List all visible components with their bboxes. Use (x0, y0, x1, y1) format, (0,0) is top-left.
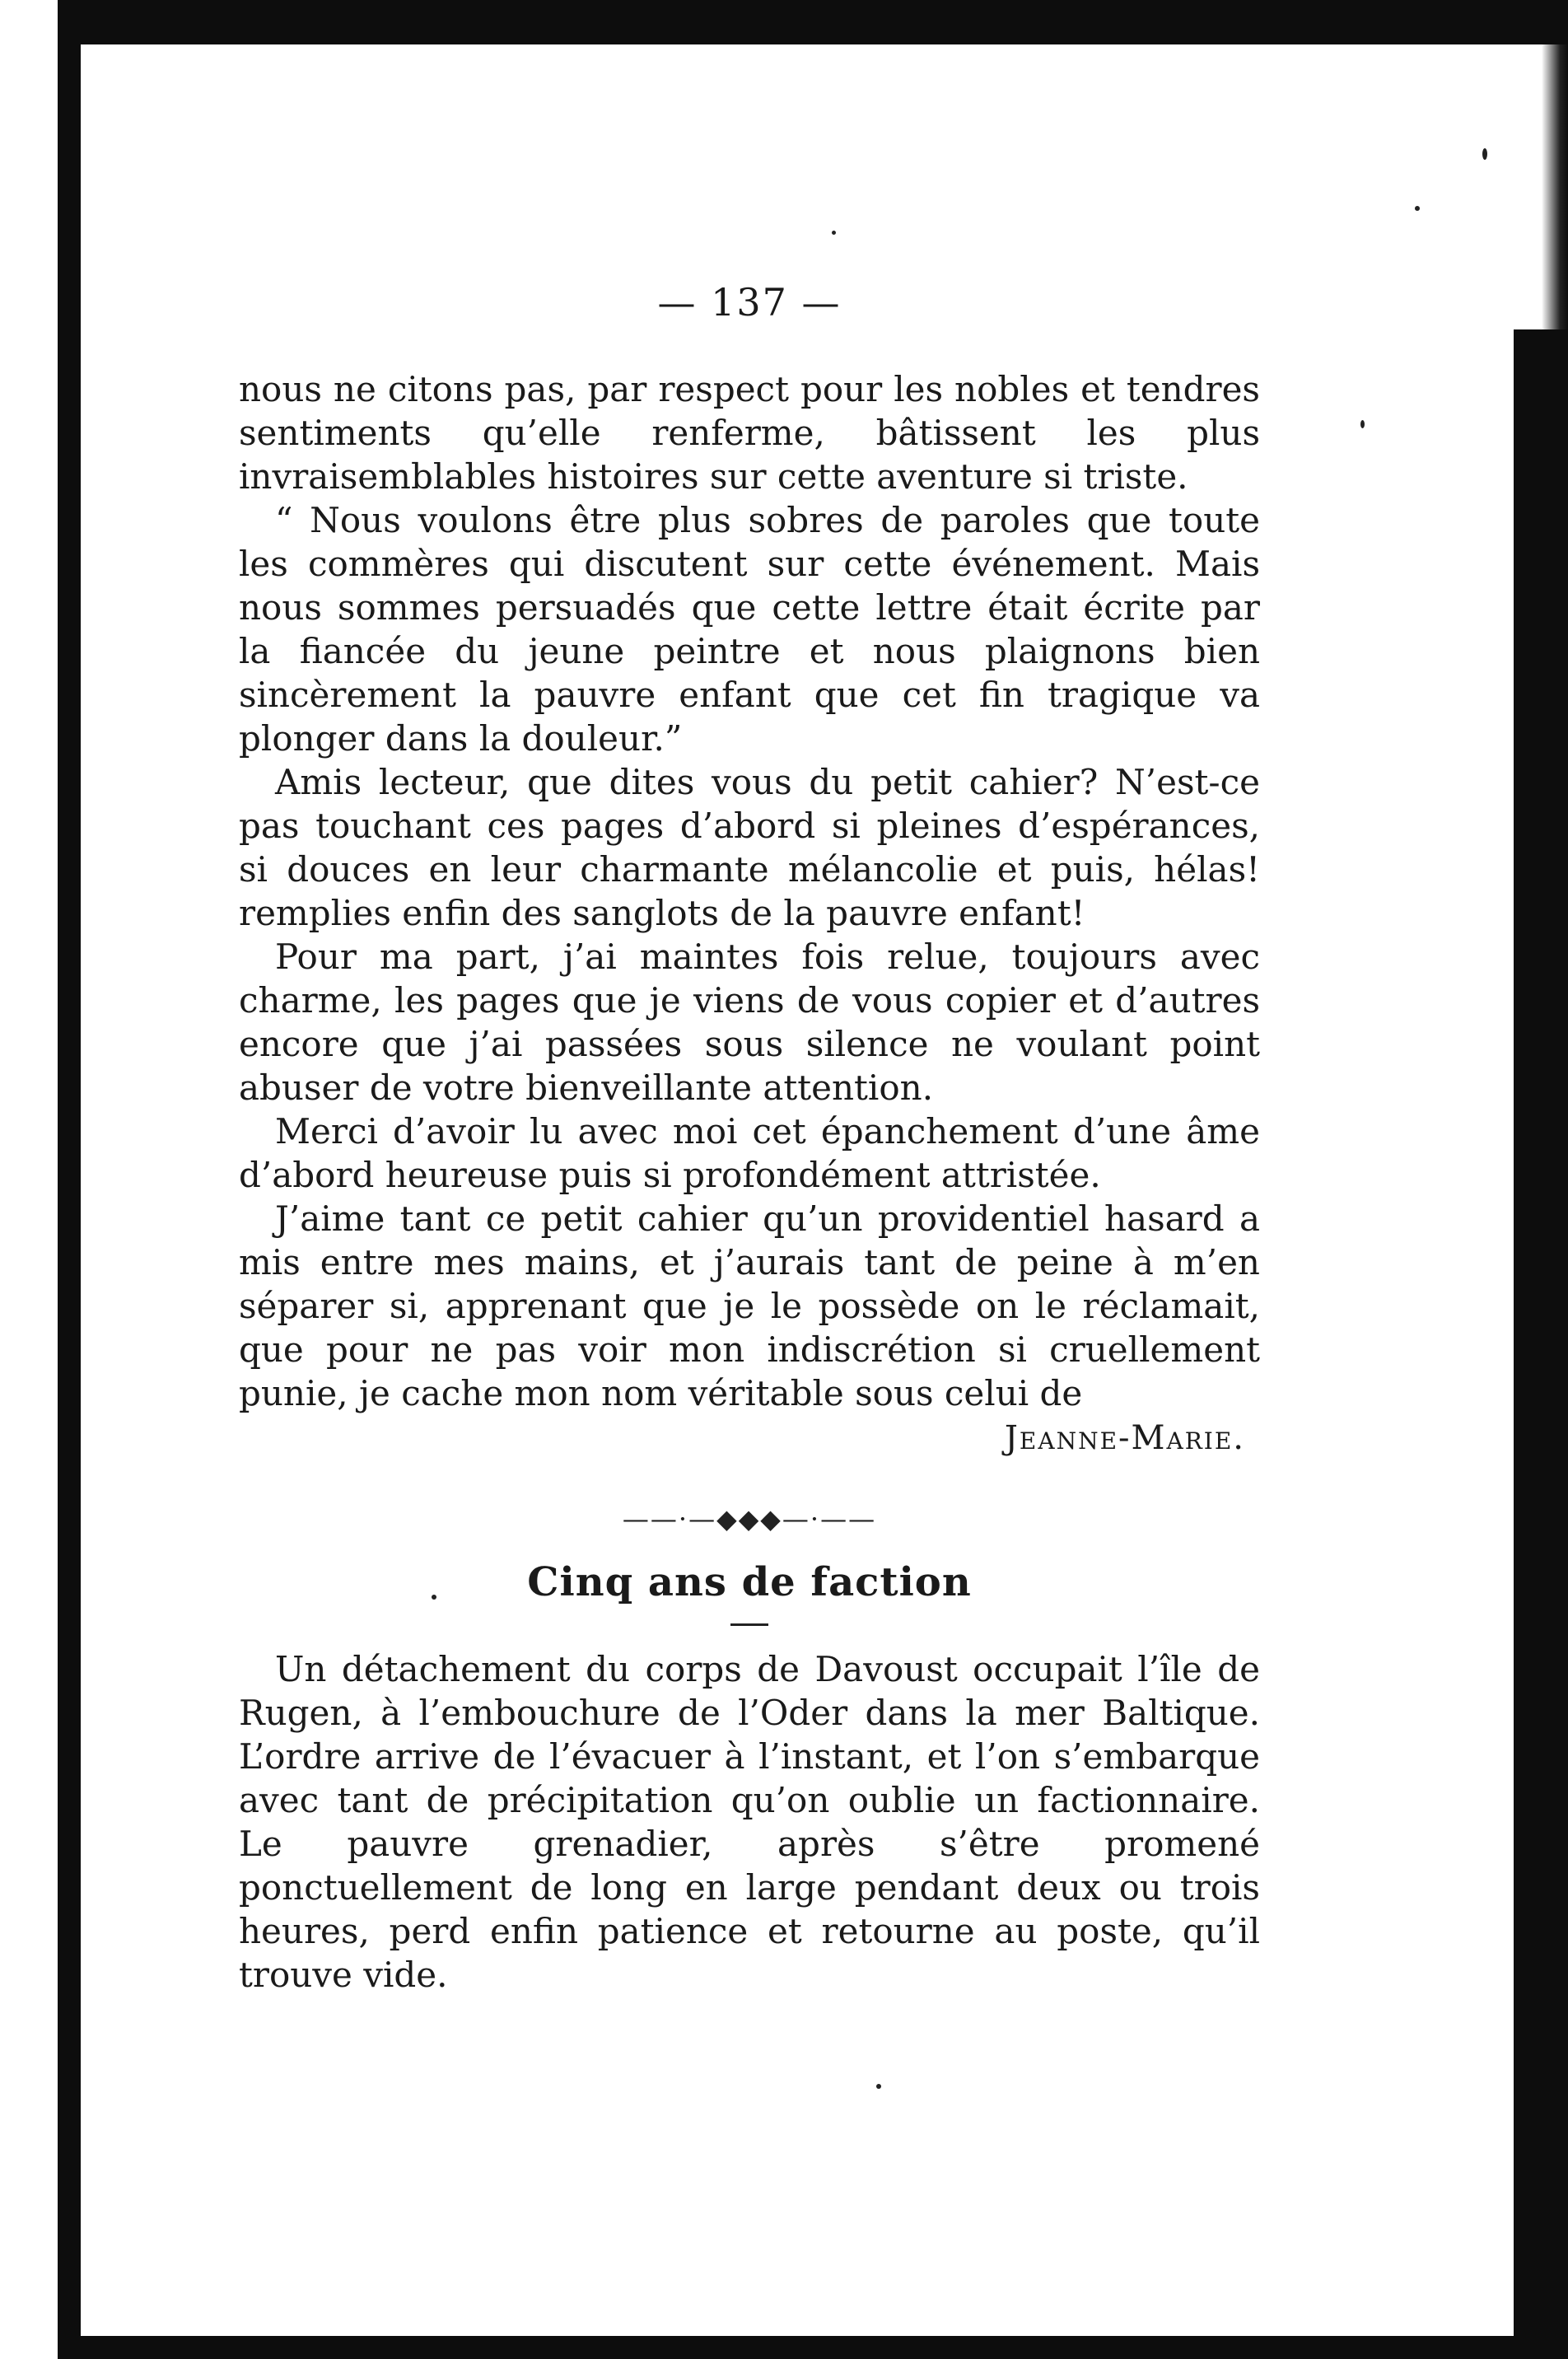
scan-speck (1415, 206, 1420, 211)
paragraph: nous ne citons pas, par respect pour les nobles et tendres sentiments qu’elle renferme, bâtissent les plus invraisemblables histoires sur cette aventure si triste. (239, 369, 1260, 497)
scan-border-top (58, 0, 1568, 44)
title-rule (730, 1623, 768, 1626)
paragraph: J’aime tant ce petit cahier qu’un providentiel hasard a mis entre mes mains, et j’aurais tant de peine à m’en séparer si, apprenant que je le possède on le réclamait, que pour ne pas voir mon indiscrétion si cruellement punie, je cache mon nom véritable sous celui de (239, 1198, 1260, 1413)
paragraph: Merci d’avoir lu avec moi cet épanchement d’une âme d’abord heureuse puis si profondément attristée. (239, 1111, 1260, 1195)
page-number: — 137 — (657, 280, 842, 325)
scan-border-right-fade (1542, 44, 1568, 329)
paragraph: “ Nous voulons être plus sobres de paroles que toute les commères qui discutent sur cette événement. Mais nous sommes persuadés que cette lettre était écrite par la fiancée du jeune peintre et nous plaignons bien sincèrement la pauvre enfant que cet fin tragique va plonger dans la douleur.” (239, 500, 1260, 759)
paragraph: Un détachement du corps de Davoust occupait l’île de Rugen, à l’embouchure de l’Oder dans la mer Baltique. L’ordre arrive de l’évacuer à l’instant, et l’on s’embarque avec tant de précipitation qu’on oublie un factionnaire. Le pauvre grenadier, après s’être promené ponctuellement de long en large pendant deux ou trois heures, perd enfin patience et retourne au poste, qu’il trouve vide. (239, 1649, 1260, 1995)
scan-speck (832, 231, 836, 235)
paragraph: Pour ma part, j’ai maintes fois relue, toujours avec charme, les pages que je viens de vous copier et d’autres encore que j’ai passées sous silence ne voulant point abuser de votre bienveillante attention. (239, 937, 1260, 1108)
paragraph: Amis lecteur, que dites vous du petit cahier? N’est-ce pas touchant ces pages d’abord si pleines d’espérances, si douces en leur charmante mélancolie et puis, hélas! remplies enfin des sanglots de la pauvre enfant! (239, 762, 1260, 933)
scan-border-left (58, 0, 81, 2359)
scan-speck (1482, 148, 1487, 160)
scan-border-bottom (58, 2336, 1568, 2359)
document-page (239, 280, 1260, 1997)
scan-border-right (1514, 329, 1568, 2359)
scan-speck (876, 2084, 881, 2089)
scan-speck (1360, 420, 1365, 428)
signature: Jeanne-Marie. (1004, 1419, 1245, 1457)
section-divider-ornament: ——·—◆◆◆—·—— (622, 1503, 877, 1535)
section-title: Cinq ans de faction (527, 1559, 972, 1605)
